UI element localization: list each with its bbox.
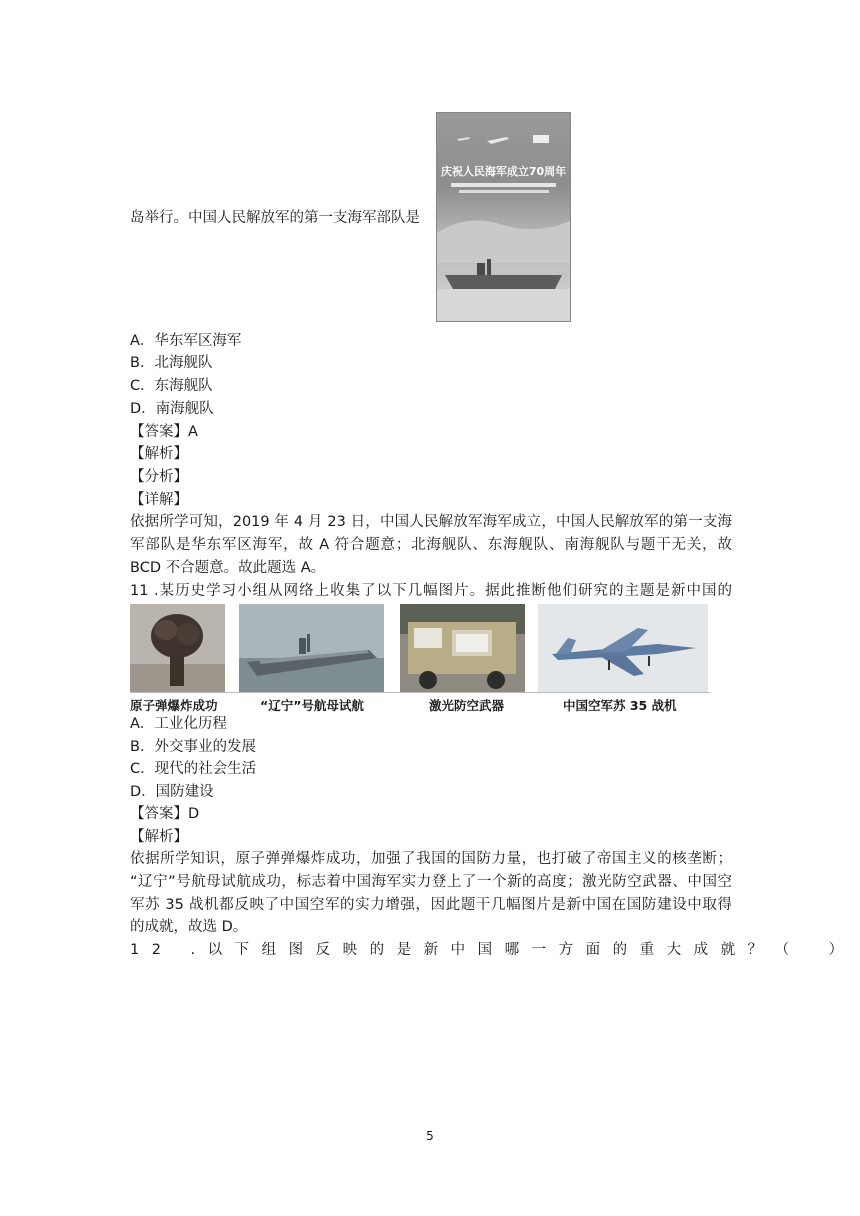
q10-jiexi-heading: 【解析】 bbox=[130, 446, 188, 462]
q11-explanation-line-4: 的成就，故选 D。 bbox=[130, 919, 248, 935]
q11-explanation-line-2: “辽宁”号航母试航成功，标志着中国海军实力登上了一个新的高度；激光防空武器、中国空 bbox=[130, 874, 732, 890]
su35-fighter-photo bbox=[538, 604, 708, 692]
atomic-bomb-photo bbox=[130, 604, 225, 692]
poster-subtitle-bar bbox=[451, 183, 556, 187]
q10-explanation-line-3: BCD 不合题意。故此题选 A。 bbox=[130, 560, 326, 576]
liaoning-carrier-photo bbox=[239, 604, 384, 692]
poster-title: 庆祝人民海军成立70周年 bbox=[440, 165, 567, 178]
caption-laser-weapon: 激光防空武器 bbox=[429, 698, 505, 713]
q11-explanation-line-1: 依据所学知识，原子弹弹爆炸成功，加强了我国的国防力量，也打破了帝国主义的核垄断； bbox=[130, 851, 732, 867]
q12-stem: 12 .以下组图反映的是新中国哪一方面的重大成就？（ ） bbox=[130, 942, 856, 958]
navy-anniversary-poster bbox=[436, 112, 571, 322]
caption-liaoning: “辽宁”号航母试航 bbox=[260, 698, 364, 713]
q10-explanation-line-2: 军部队是华东军区海军，故 A 符合题意；北海舰队、东海舰队、南海舰队与题干无关，故 bbox=[130, 537, 732, 553]
q10-option-b: B．北海舰队 bbox=[130, 355, 213, 371]
caption-atomic-bomb: 原子弹爆炸成功 bbox=[130, 698, 218, 713]
caption-divider bbox=[130, 692, 710, 693]
q11-option-a: A．工业化历程 bbox=[130, 716, 227, 732]
q10-explanation-line-1: 依据所学可知，2019 年 4 月 23 日，中国人民解放军海军成立，中国人民解放军的第一支海 bbox=[130, 514, 732, 530]
caption-su35: 中国空军苏 35 战机 bbox=[563, 698, 677, 713]
q11-explanation-line-3: 军苏 35 战机都反映了中国空军的实力增强，因此题干几幅图片是新中国在国防建设中取得 bbox=[130, 897, 732, 913]
poster-subtitle-bar bbox=[459, 190, 549, 193]
q10-option-a: A．华东军区海军 bbox=[130, 333, 242, 349]
page-number: 5 bbox=[426, 1129, 434, 1143]
poster-graphic bbox=[437, 113, 570, 321]
q11-option-d: D．国防建设 bbox=[130, 784, 214, 800]
q10-fenxi-heading: 【分析】 bbox=[130, 469, 188, 485]
q11-option-b: B．外交事业的发展 bbox=[130, 739, 256, 755]
q11-option-c: C．现代的社会生活 bbox=[130, 761, 257, 777]
q10-answer: 【答案】A bbox=[130, 424, 198, 440]
q10-option-c: C．东海舰队 bbox=[130, 378, 213, 394]
q10-xiangjie-heading: 【详解】 bbox=[130, 492, 188, 508]
q11-jiexi-heading: 【解析】 bbox=[130, 829, 188, 845]
laser-weapon-truck-photo bbox=[400, 604, 525, 692]
q10-stem-tail: 岛举行。中国人民解放军的第一支海军部队是 bbox=[130, 210, 420, 226]
q10-option-d: D．南海舰队 bbox=[130, 401, 214, 417]
q11-answer: 【答案】D bbox=[130, 806, 200, 822]
q11-stem: 11 .某历史学习小组从网络上收集了以下几幅图片。据此推断他们研究的主题是新中国的 bbox=[130, 583, 732, 599]
